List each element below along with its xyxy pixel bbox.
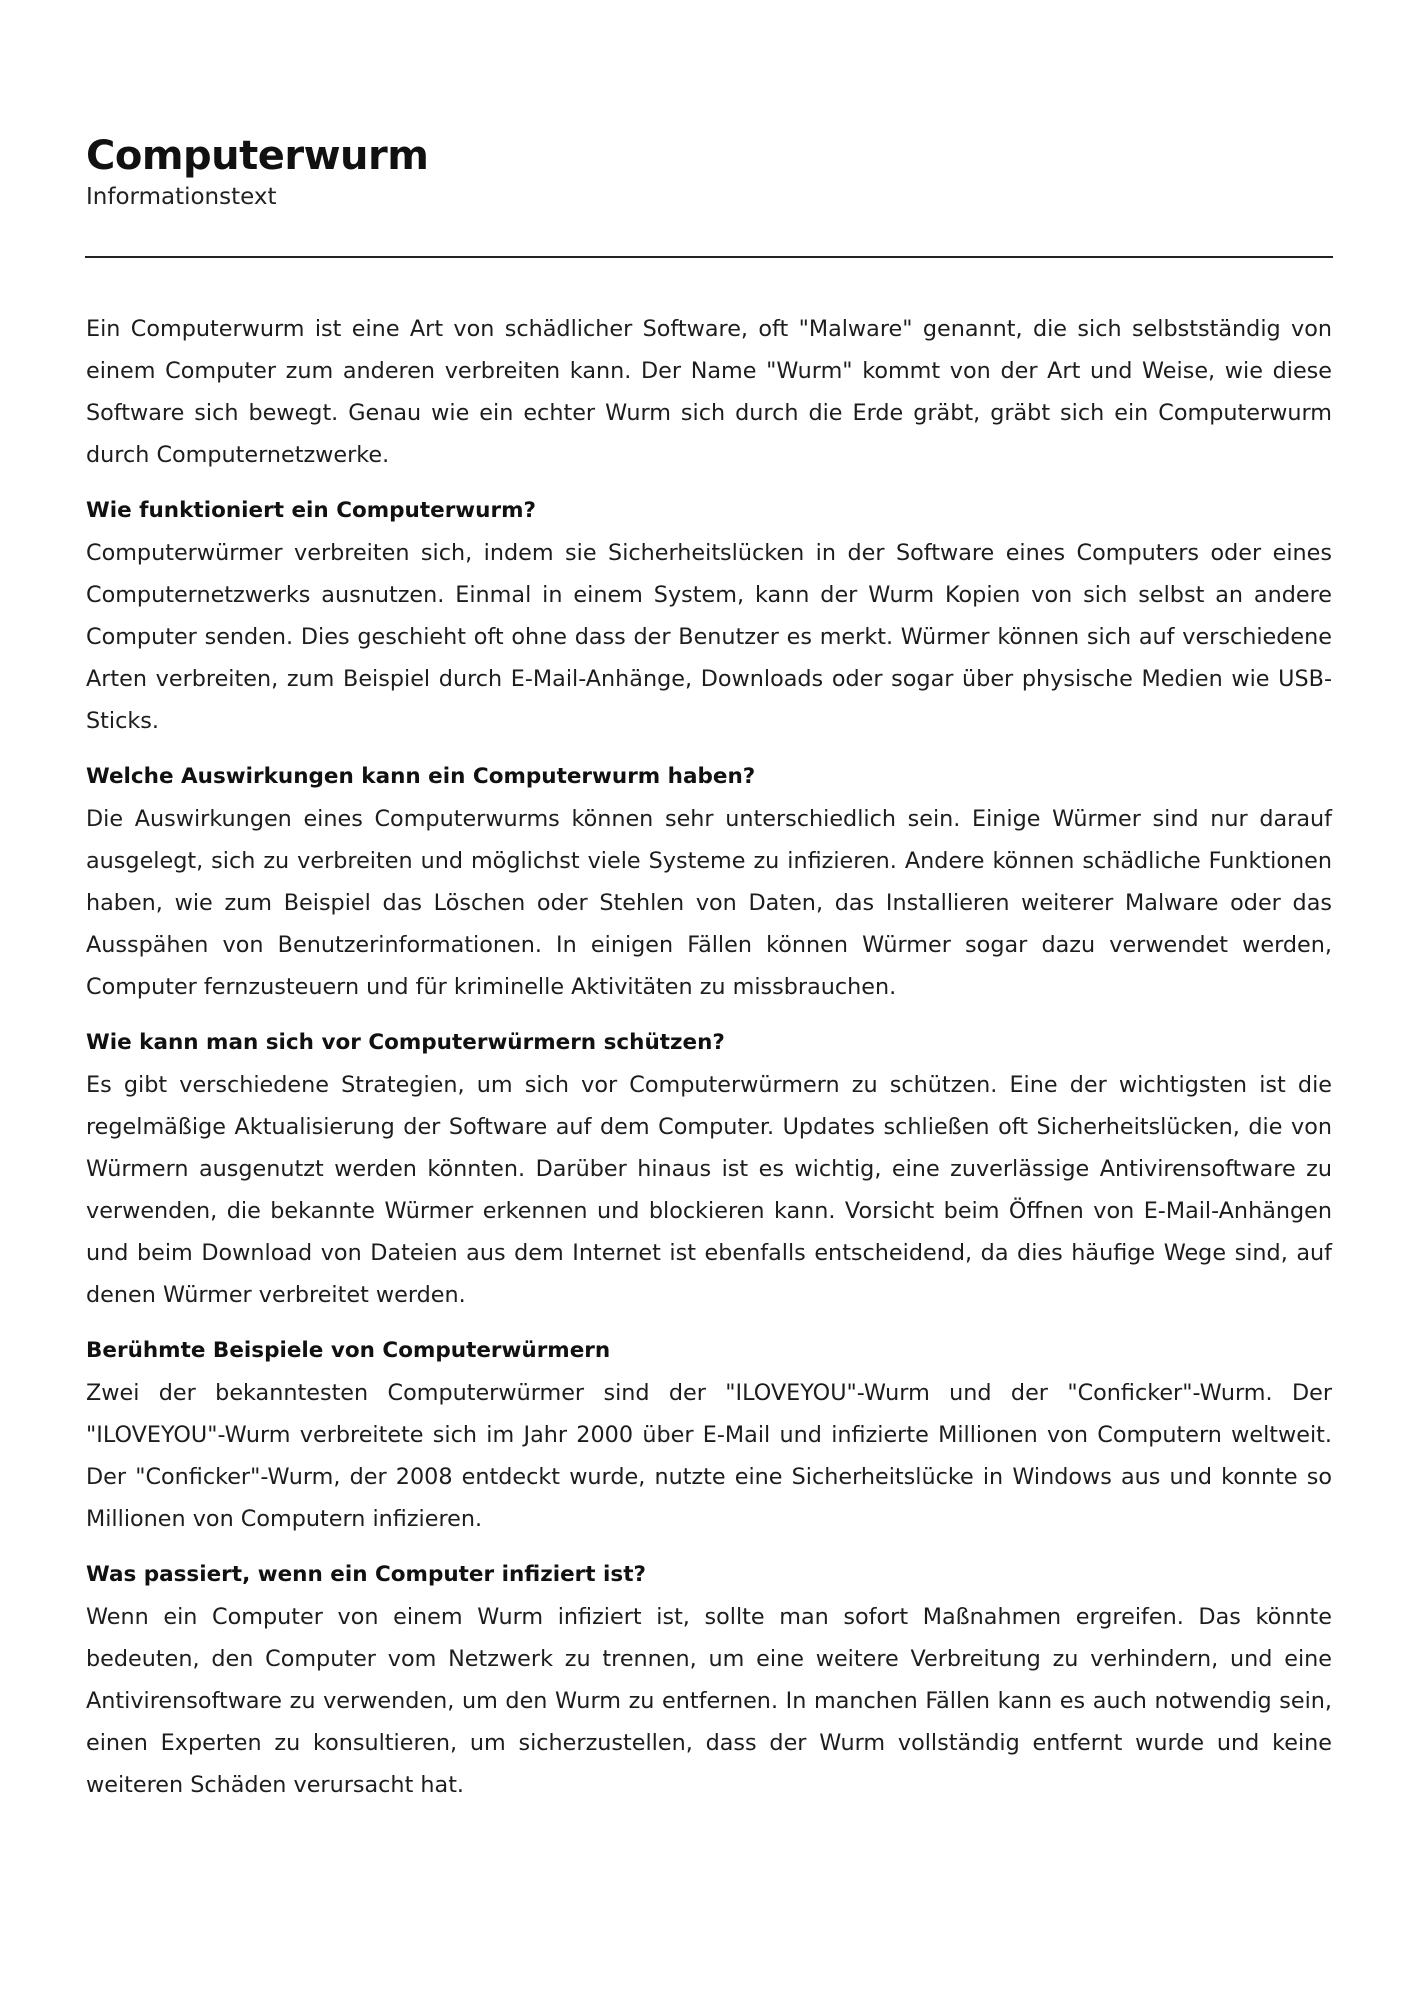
section-heading: Wie kann man sich vor Computerwürmern schützen? xyxy=(86,1030,725,1055)
section-paragraph: Zwei der bekanntesten Computerwürmer sind der "ILOVEYOU"-Wurm und der "Conficker"-Wurm. Der "ILOVEYOU"-Wurm verbreitete sich im Jahr 2000 über E-Mail und infizierte Millionen von Computern weltweit. Der "Conficker"-Wurm, der 2008 entdeckt wurde, nutzte eine Sicherheitslücke in Windows aus und konnte so Millionen von Computern infizieren. xyxy=(86,1380,1332,1532)
title-divider xyxy=(85,256,1333,258)
section-paragraph: Wenn ein Computer von einem Wurm infiziert ist, sollte man sofort Maßnahmen ergreifen. Das könnte bedeuten, den Computer vom Netzwerk zu trennen, um eine weitere Verbreitung zu verhindern, und eine Antivirensoftware zu verwenden, um den Wurm zu entfernen. In manchen Fällen kann es auch notwendig sein, einen Experten zu konsultieren, um sicherzustellen, dass der Wurm vollständig entfernt wurde und keine weiteren Schäden verursacht hat. xyxy=(86,1604,1332,1798)
section-heading: Berühmte Beispiele von Computerwürmern xyxy=(86,1338,611,1363)
section-paragraph: Computerwürmer verbreiten sich, indem sie Sicherheitslücken in der Software eines Computers oder eines Computernetzwerks ausnutzen. Einmal in einem System, kann der Wurm Kopien von sich selbst an andere Computer senden. Dies geschieht oft ohne dass der Benutzer es merkt. Würmer können sich auf verschiedene Arten verbreiten, zum Beispiel durch E-Mail-Anhänge, Downloads oder sogar über physische Medien wie USB-Sticks. xyxy=(86,540,1332,734)
section-heading: Wie funktioniert ein Computerwurm? xyxy=(86,498,536,523)
section-famous-examples xyxy=(86,1336,1332,1540)
section-heading: Welche Auswirkungen kann ein Computerwurm haben? xyxy=(86,764,756,789)
document-subtitle: Informationstext xyxy=(86,184,277,210)
document-title: Computerwurm xyxy=(86,133,429,179)
section-effects xyxy=(86,762,1332,1008)
intro-section xyxy=(86,308,1332,476)
document-page xyxy=(86,132,1332,1806)
section-paragraph: Die Auswirkungen eines Computerwurms können sehr unterschiedlich sein. Einige Würmer sind nur darauf ausgelegt, sich zu verbreiten und möglichst viele Systeme zu infizieren. Andere können schädliche Funktionen haben, wie zum Beispiel das Löschen oder Stehlen von Daten, das Installieren weiterer Malware oder das Ausspähen von Benutzerinformationen. In einigen Fällen können Würmer sogar dazu verwendet werden, Computer fernzusteuern und für kriminelle Aktivitäten zu missbrauchen. xyxy=(86,806,1332,1000)
section-infected xyxy=(86,1560,1332,1806)
section-how-it-works xyxy=(86,496,1332,742)
section-heading: Was passiert, wenn ein Computer infiziert ist? xyxy=(86,1562,646,1587)
intro-paragraph: Ein Computerwurm ist eine Art von schädlicher Software, oft "Malware" genannt, die sich selbstständig von einem Computer zum anderen verbreiten kann. Der Name "Wurm" kommt von der Art und Weise, wie diese Software sich bewegt. Genau wie ein echter Wurm sich durch die Erde gräbt, gräbt sich ein Computerwurm durch Computernetzwerke. xyxy=(86,316,1332,468)
section-paragraph: Es gibt verschiedene Strategien, um sich vor Computerwürmern zu schützen. Eine der wichtigsten ist die regelmäßige Aktualisierung der Software auf dem Computer. Updates schließen oft Sicherheitslücken, die von Würmern ausgenutzt werden könnten. Darüber hinaus ist es wichtig, eine zuverlässige Antivirensoftware zu verwenden, die bekannte Würmer erkennen und blockieren kann. Vorsicht beim Öffnen von E-Mail-Anhängen und beim Download von Dateien aus dem Internet ist ebenfalls entscheidend, da dies häufige Wege sind, auf denen Würmer verbreitet werden. xyxy=(86,1072,1332,1308)
section-protection xyxy=(86,1028,1332,1316)
